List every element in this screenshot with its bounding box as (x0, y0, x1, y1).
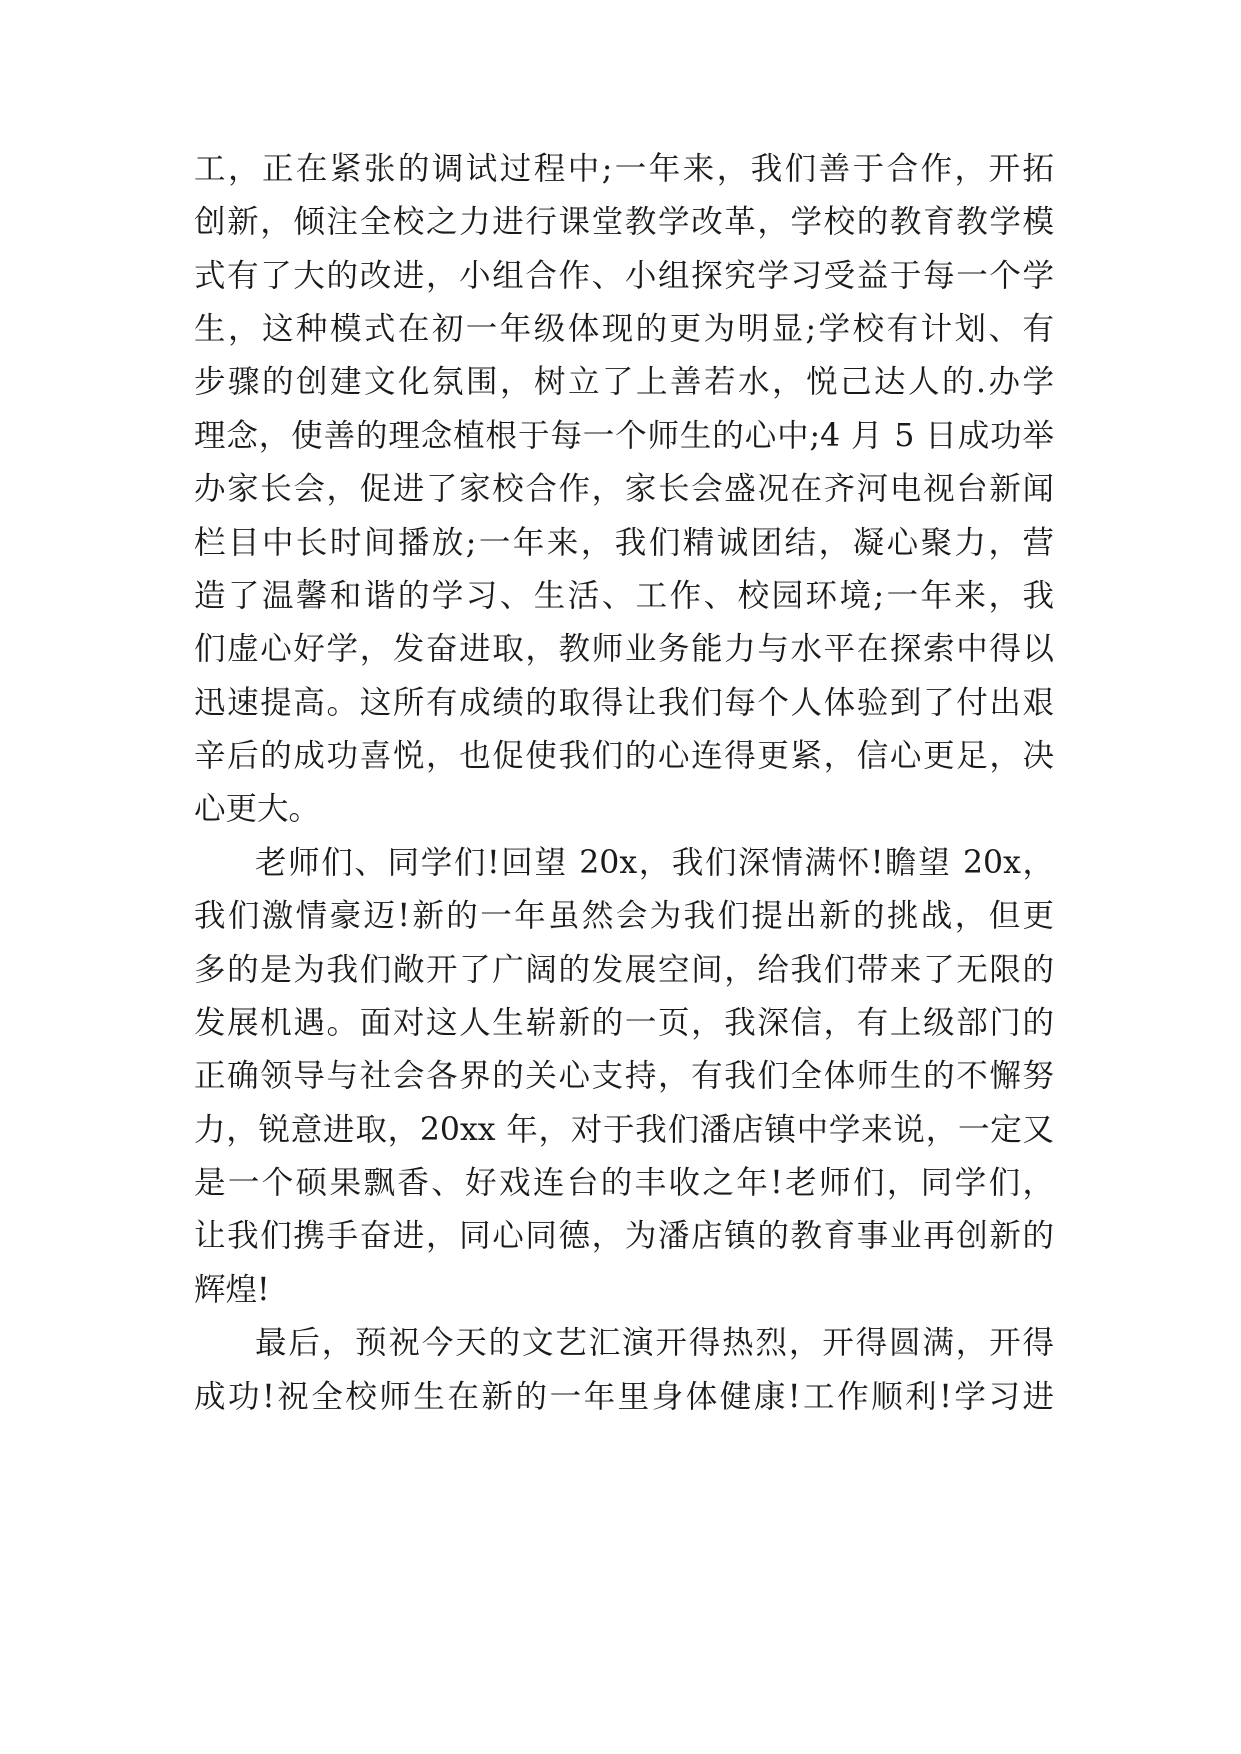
text-line: 发展机遇。面对这人生崭新的一页，我深信，有上级部门的 (194, 1005, 1054, 1041)
text-line: 正确领导与社会各界的关心支持，有我们全体师生的不懈努 (194, 1058, 1054, 1094)
text-line: 老师们、同学们!回望 20x，我们深情满怀!瞻望 20x， (255, 845, 1054, 881)
text-line: 们虚心好学，发奋进取，教师业务能力与水平在探索中得以 (194, 631, 1054, 667)
text-line: 让我们携手奋进，同心同德，为潘店镇的教育事业再创新的 (194, 1218, 1054, 1254)
text-line: 辉煌! (194, 1272, 270, 1308)
text-line: 创新，倾注全校之力进行课堂教学改革，学校的教育教学模 (194, 204, 1054, 240)
text-line: 生，这种模式在初一年级体现的更为明显;学校有计划、有 (194, 311, 1054, 347)
text-line: 多的是为我们敞开了广阔的发展空间，给我们带来了无限的 (194, 952, 1054, 988)
text-line: 步骤的创建文化氛围，树立了上善若水，悦己达人的.办学 (194, 364, 1054, 400)
text-line: 我们激情豪迈!新的一年虽然会为我们提出新的挑战，但更 (194, 898, 1054, 934)
text-line: 辛后的成功喜悦，也促使我们的心连得更紧，信心更足，决 (194, 738, 1054, 774)
text-line: 理念，使善的理念植根于每一个师生的心中;4 月 5 日成功举 (194, 418, 1054, 454)
text-line: 力，锐意进取，20xx 年，对于我们潘店镇中学来说，一定又 (194, 1112, 1054, 1148)
text-line: 最后，预祝今天的文艺汇演开得热烈，开得圆满，开得 (255, 1325, 1054, 1361)
text-line: 迅速提高。这所有成绩的取得让我们每个人体验到了付出艰 (194, 685, 1054, 721)
text-line: 办家长会，促进了家校合作，家长会盛况在齐河电视台新闻 (194, 471, 1054, 507)
text-line: 是一个硕果飘香、好戏连台的丰收之年!老师们，同学们， (194, 1165, 1054, 1201)
text-line: 成功!祝全校师生在新的一年里身体健康!工作顺利!学习进 (194, 1379, 1054, 1415)
text-line: 造了温馨和谐的学习、生活、工作、校园环境;一年来，我 (194, 578, 1054, 614)
text-line: 栏目中长时间播放;一年来，我们精诚团结，凝心聚力，营 (194, 525, 1054, 561)
text-line: 式有了大的改进，小组合作、小组探究学习受益于每一个学 (194, 258, 1054, 294)
text-line: 工，正在紧张的调试过程中;一年来，我们善于合作，开拓 (194, 151, 1054, 187)
text-line: 心更大。 (194, 791, 321, 827)
